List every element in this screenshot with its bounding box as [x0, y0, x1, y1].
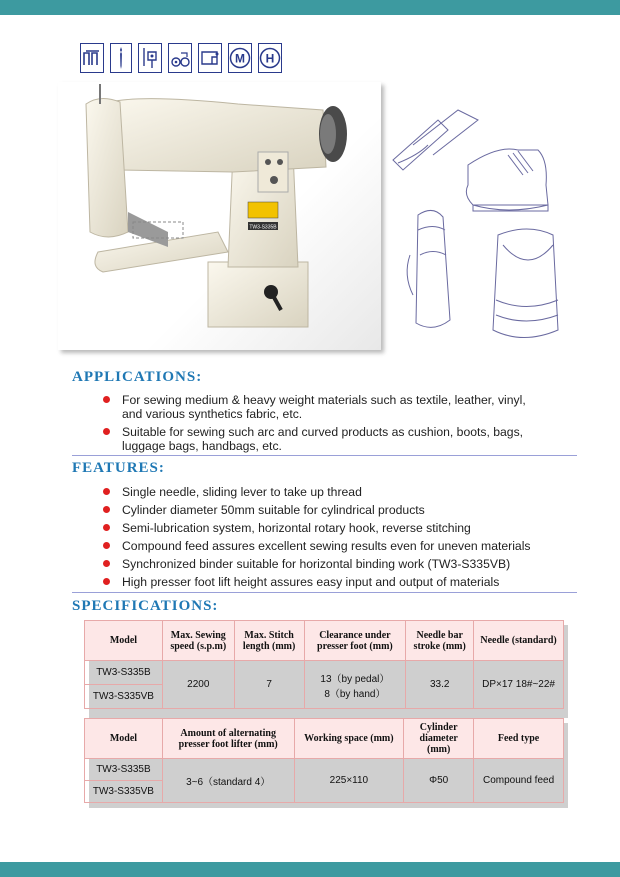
bullet-icon — [103, 542, 110, 549]
m-badge-icon — [228, 43, 252, 73]
application-line: and various synthetics fabric, etc. — [122, 407, 303, 421]
table-header: Amount of alternating presser foot lifter (mm) — [162, 719, 294, 759]
double-chain-stitch-icon — [80, 43, 104, 73]
table-header: Model — [85, 621, 163, 661]
working-space-cell: 225×110 — [294, 759, 404, 803]
application-line: Suitable for sewing such arc and curved products as cushion, boots, bags, — [122, 425, 524, 439]
speed-cell: 2200 — [162, 661, 234, 709]
feature-text: Cylinder diameter 50mm suitable for cylindrical products — [122, 503, 425, 517]
list-item — [100, 557, 600, 571]
feature-text: Compound feed assures excellent sewing results even for uneven materials — [122, 539, 531, 553]
features-list — [100, 485, 600, 593]
feature-icon-row — [80, 43, 282, 73]
list-item — [100, 575, 600, 589]
needle-icon — [110, 43, 132, 73]
table-header: Model — [85, 719, 163, 759]
list-item — [100, 485, 600, 499]
feature-text: Single needle, sliding lever to take up thread — [122, 485, 362, 499]
divider — [72, 455, 577, 456]
needle-bar-icon — [138, 43, 162, 73]
application-line: luggage bags, handbags, etc. — [122, 439, 282, 453]
table-header: Needle bar stroke (mm) — [406, 621, 474, 661]
table-header: Max. Stitch length (mm) — [234, 621, 304, 661]
feature-text: High presser foot lift height assures easy input and output of materials — [122, 575, 500, 589]
lifter-cell: 3~6（standard 4） — [162, 759, 294, 803]
list-item — [100, 521, 600, 535]
diameter-cell: Φ50 — [404, 759, 474, 803]
clearance-hand: 8（by hand） — [324, 688, 386, 700]
model-cell: TW3-S335VB — [85, 685, 163, 709]
stitch-cell: 7 — [234, 661, 304, 709]
feature-text: Semi-lubrication system, horizontal rotary hook, reverse stitching — [122, 521, 471, 535]
spec-table-2 — [84, 718, 564, 803]
h-badge-label: H — [265, 51, 275, 66]
machine-plate: TW3-S335B — [249, 224, 277, 231]
table-header: Working space (mm) — [294, 719, 404, 759]
list-item — [100, 425, 590, 453]
model-cell: TW3-S335B — [85, 661, 163, 685]
bobbin-icon — [168, 43, 192, 73]
clearance-cell — [304, 661, 406, 709]
m-badge-label: M — [235, 51, 245, 66]
list-item — [100, 393, 590, 421]
list-item — [100, 503, 600, 517]
applications-title: APPLICATIONS: — [72, 369, 203, 385]
table-header: Clearance under presser foot (mm) — [304, 621, 406, 661]
bullet-icon — [103, 524, 110, 531]
table-header: Feed type — [474, 719, 564, 759]
bullet-icon — [103, 488, 110, 495]
table-header: Cylinder diameter (mm) — [404, 719, 474, 759]
specifications-title: SPECIFICATIONS: — [72, 598, 219, 614]
bullet-icon — [103, 560, 110, 567]
stroke-cell: 33.2 — [406, 661, 474, 709]
model-cell: TW3-S335B — [85, 759, 163, 781]
table-header: Max. Sewing speed (s.p.m) — [162, 621, 234, 661]
top-band — [0, 0, 620, 15]
h-badge-icon — [258, 43, 282, 73]
application-line: For sewing medium & heavy weight materials such as textile, leather, vinyl, — [122, 393, 526, 407]
bottom-band — [0, 862, 620, 877]
features-title: FEATURES: — [72, 460, 165, 476]
bullet-icon — [103, 578, 110, 585]
bullet-icon — [103, 506, 110, 513]
applications-list — [100, 393, 590, 457]
table-header: Needle (standard) — [474, 621, 564, 661]
feature-text: Synchronized binder suitable for horizontal binding work (TW3-S335VB) — [122, 557, 511, 571]
list-item — [100, 539, 600, 553]
feed-type-cell: Compound feed — [474, 759, 564, 803]
model-cell: TW3-S335VB — [85, 781, 163, 803]
bullet-icon — [103, 396, 110, 403]
cylinder-bed-icon — [198, 43, 222, 73]
clearance-pedal: 13（by pedal） — [320, 673, 390, 685]
spec-table-1 — [84, 620, 564, 709]
bullet-icon — [103, 428, 110, 435]
needle-cell: DP×17 18#~22# — [474, 661, 564, 709]
sewing-machine-photo — [58, 82, 381, 350]
divider — [72, 592, 577, 593]
application-sketches — [388, 105, 568, 345]
